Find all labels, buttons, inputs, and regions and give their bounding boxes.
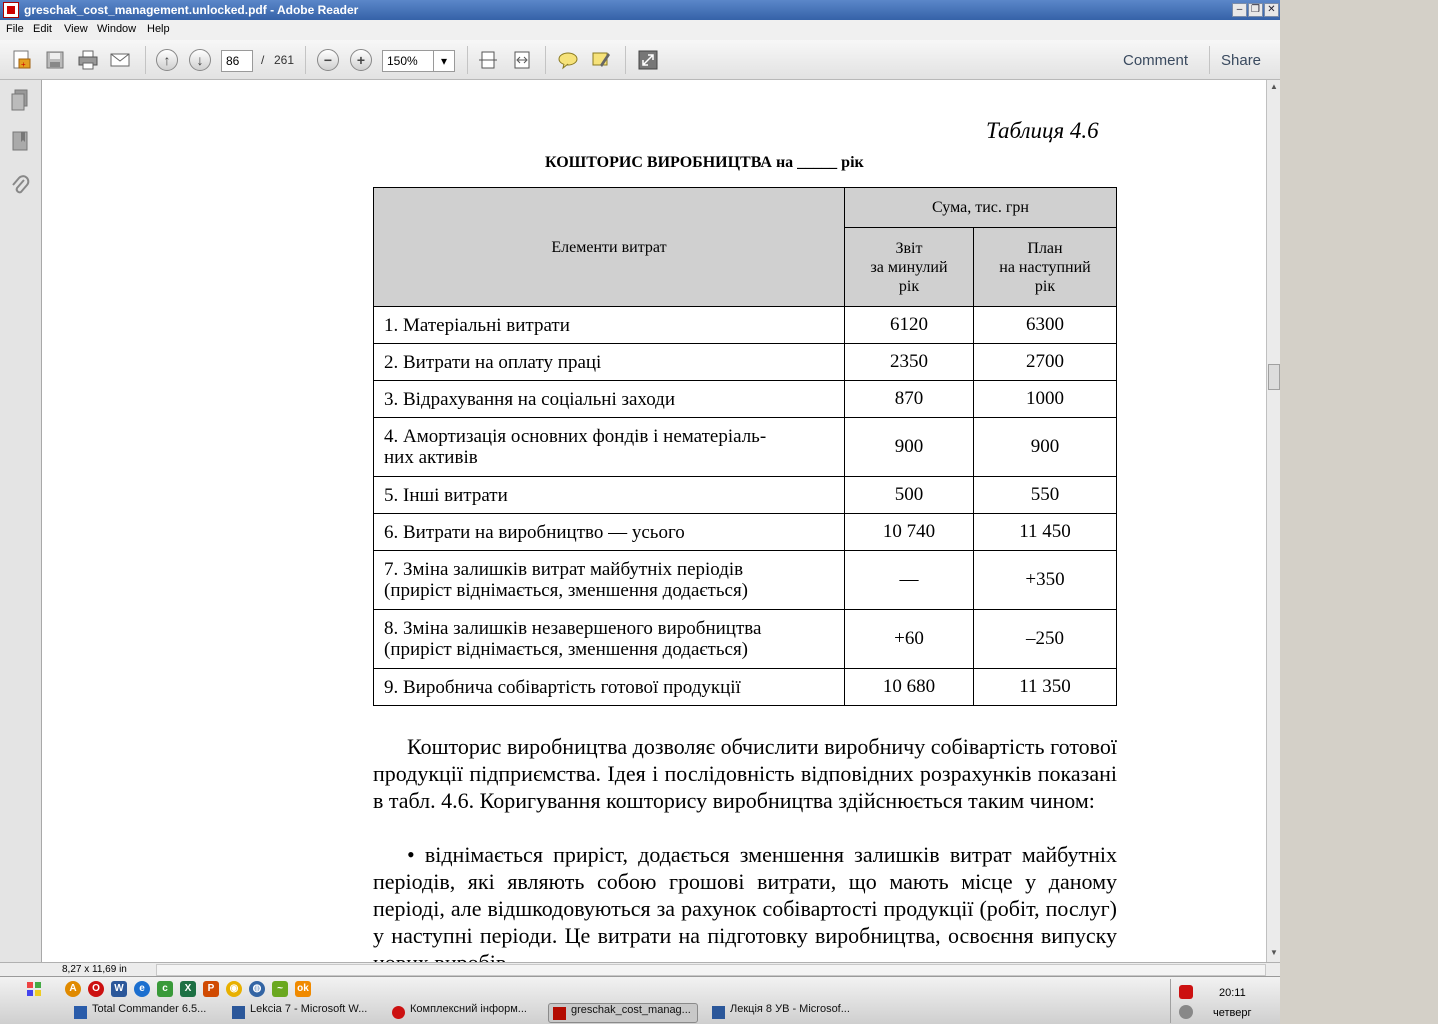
quicklaunch-excel-icon[interactable]: X xyxy=(180,981,196,997)
row-label-line1: 7. Зміна залишків витрат майбутніх періодів xyxy=(384,559,744,580)
vertical-scrollbar[interactable] xyxy=(1266,80,1280,962)
row-label-line2: (приріст віднімається, зменшення додається) xyxy=(384,580,749,601)
row-report: 6120 xyxy=(845,307,974,344)
create-pdf-icon[interactable] xyxy=(10,49,34,71)
paragraph-2: • віднімається приріст, додається зменшення залишків витрат майбутніх періодів, які являють собою грошові витрати, що мають місце у даному періоді, але відшкодовуються за рахунок собівартості продукції (робіт, послуг) у наступні періоди. Це витрати на підготовку виробництва, освоєння випуску xyxy=(373,842,1117,948)
taskbar-item-total-commander[interactable] xyxy=(74,1003,224,1023)
zoom-out-button[interactable]: − xyxy=(317,49,339,71)
task-label: Комплексний інформ... xyxy=(410,1003,527,1015)
clock-time[interactable]: 20:11 xyxy=(1219,987,1246,999)
row-plan: 6300 xyxy=(974,307,1117,344)
header-report-line1: Звіт xyxy=(895,239,923,257)
row-label xyxy=(374,551,845,610)
window-title: greschak_cost_management.unlocked.pdf - Adobe Reader xyxy=(24,3,359,17)
minimize-button[interactable]: – xyxy=(1232,3,1247,17)
taskbar-item-word-lekcia7[interactable] xyxy=(232,1003,382,1023)
share-button[interactable]: Share xyxy=(1221,52,1262,69)
clock-day: четверг xyxy=(1213,1007,1252,1019)
quicklaunch-word-icon[interactable]: W xyxy=(111,981,127,997)
menu-edit[interactable]: Edit xyxy=(33,23,52,35)
tray-avira-icon[interactable] xyxy=(1179,985,1193,999)
row-plan: +350 xyxy=(974,551,1117,610)
scroll-up-arrow[interactable]: ▲ xyxy=(1270,82,1278,91)
header-report-line2: за минулий xyxy=(870,258,948,276)
quicklaunch-ie-icon[interactable]: e xyxy=(134,981,150,997)
row-label xyxy=(374,610,845,669)
close-button[interactable]: ✕ xyxy=(1264,3,1279,17)
title-bar xyxy=(0,0,1280,20)
sticky-note-icon[interactable] xyxy=(556,49,580,71)
scroll-down-arrow[interactable]: ▼ xyxy=(1270,948,1278,957)
adobe-reader-icon xyxy=(553,1007,566,1020)
task-label: Total Commander 6.5... xyxy=(92,1003,207,1015)
taskbar xyxy=(0,976,1280,1024)
quicklaunch-avast-icon[interactable]: A xyxy=(65,981,81,997)
table-caption: Таблиця 4.6 xyxy=(986,118,1099,143)
toolbar xyxy=(0,40,1280,80)
page-separator: / xyxy=(261,53,265,67)
pdf-page xyxy=(42,80,1266,962)
row-label: 2. Витрати на оплату праці xyxy=(374,344,845,381)
fit-page-icon[interactable] xyxy=(476,49,500,71)
header-plan xyxy=(974,228,1117,307)
row-report: 10 680 xyxy=(845,669,974,706)
system-tray xyxy=(1170,979,1278,1023)
cost-table xyxy=(373,187,1117,706)
quicklaunch-odnoklassniki-icon[interactable]: ok xyxy=(295,981,311,997)
row-label: 9. Виробнича собівартість готової продукції xyxy=(374,669,845,706)
zoom-in-button[interactable]: + xyxy=(350,49,372,71)
row-label: 1. Матеріальні витрати xyxy=(374,307,845,344)
tray-volume-icon[interactable] xyxy=(1179,1005,1193,1019)
taskbar-item-word-lekcia8[interactable] xyxy=(712,1003,862,1023)
page-thumbnails-icon[interactable] xyxy=(9,88,31,112)
highlight-icon[interactable] xyxy=(589,49,613,71)
row-label-line1: 8. Зміна залишків незавершеного виробництва xyxy=(384,618,762,639)
row-label xyxy=(374,418,845,477)
table-row xyxy=(374,477,1117,514)
menu-window[interactable]: Window xyxy=(97,23,137,35)
row-plan: 550 xyxy=(974,477,1117,514)
quicklaunch-chat-icon[interactable]: c xyxy=(157,981,173,997)
row-label-line1: 4. Амортизація основних фондів і нематеріаль- xyxy=(384,426,767,447)
row-label: 5. Інші витрати xyxy=(374,477,845,514)
quicklaunch-opera-icon[interactable]: O xyxy=(88,981,104,997)
row-plan: –250 xyxy=(974,610,1117,669)
zoom-input[interactable] xyxy=(382,50,434,72)
adobe-reader-icon xyxy=(3,2,19,18)
row-label: 6. Витрати на виробництво — усього xyxy=(374,514,845,551)
menu-file[interactable]: File xyxy=(6,23,24,35)
row-plan: 11 450 xyxy=(974,514,1117,551)
header-sum: Сума, тис. грн xyxy=(845,188,1117,228)
scroll-thumb[interactable] xyxy=(1268,364,1280,390)
table-row xyxy=(374,610,1117,669)
page-total: 261 xyxy=(274,53,295,67)
taskbar-item-adobe-reader[interactable] xyxy=(548,1003,698,1023)
header-plan-line2: на наступний xyxy=(999,258,1091,276)
attachments-icon[interactable] xyxy=(9,174,31,198)
header-report xyxy=(845,228,974,307)
page-number-input[interactable] xyxy=(221,50,253,72)
word-icon xyxy=(232,1006,245,1019)
email-icon[interactable] xyxy=(108,49,132,71)
horizontal-scrollbar[interactable] xyxy=(156,964,1266,976)
row-report: 500 xyxy=(845,477,974,514)
row-plan: 11 350 xyxy=(974,669,1117,706)
expand-icon[interactable] xyxy=(636,49,660,71)
next-page-button[interactable]: ↓ xyxy=(189,49,211,71)
table-row xyxy=(374,381,1117,418)
row-report: 870 xyxy=(845,381,974,418)
table-row xyxy=(374,514,1117,551)
comment-button[interactable]: Comment xyxy=(1123,52,1189,69)
taskbar-item-opera[interactable] xyxy=(392,1003,542,1023)
row-report: +60 xyxy=(845,610,974,669)
row-label: 3. Відрахування на соціальні заходи xyxy=(374,381,845,418)
status-bar xyxy=(0,962,1280,976)
print-icon[interactable] xyxy=(76,49,100,71)
row-plan: 1000 xyxy=(974,381,1117,418)
quicklaunch-powerpoint-icon[interactable]: P xyxy=(203,981,219,997)
row-report: 10 740 xyxy=(845,514,974,551)
menu-view[interactable]: View xyxy=(64,23,88,35)
table-row xyxy=(374,344,1117,381)
header-plan-line1: План xyxy=(1027,239,1063,257)
row-report: 900 xyxy=(845,418,974,477)
start-button[interactable] xyxy=(26,981,42,997)
quicklaunch-chrome-icon[interactable]: ◉ xyxy=(226,981,242,997)
page-size-label: 8,27 x 11,69 in xyxy=(62,964,127,975)
document-viewport[interactable] xyxy=(42,80,1266,962)
header-plan-line3: рік xyxy=(1034,277,1056,295)
previous-page-button[interactable]: ↑ xyxy=(156,49,178,71)
row-label-line2: (приріст віднімається, зменшення додається) xyxy=(384,639,749,660)
word-icon xyxy=(712,1006,725,1019)
bookmarks-icon[interactable] xyxy=(9,130,31,154)
row-label-line2: них активів xyxy=(384,447,478,468)
quicklaunch-app-icon[interactable]: ~ xyxy=(272,981,288,997)
svg-text:+: + xyxy=(21,60,26,69)
navigation-pane xyxy=(0,80,42,962)
table-title: КОШТОРИС ВИРОБНИЦТВА на _____ рік xyxy=(545,154,864,171)
header-report-line3: рік xyxy=(898,277,920,295)
opera-icon xyxy=(392,1006,405,1019)
task-label: Lekcia 7 - Microsoft W... xyxy=(250,1003,368,1015)
restore-button[interactable]: ❐ xyxy=(1248,3,1263,17)
header-elements: Елементи витрат xyxy=(374,188,845,307)
task-label: greschak_cost_manag... xyxy=(571,1004,691,1016)
row-report: 2350 xyxy=(845,344,974,381)
menu-bar xyxy=(0,20,1280,40)
zoom-dropdown-button[interactable]: ▾ xyxy=(433,50,455,72)
row-plan: 2700 xyxy=(974,344,1117,381)
quicklaunch-globe-icon[interactable]: ◍ xyxy=(249,981,265,997)
row-report: — xyxy=(845,551,974,610)
row-plan: 900 xyxy=(974,418,1117,477)
fit-width-icon[interactable] xyxy=(510,49,534,71)
table-row xyxy=(374,551,1117,610)
save-icon[interactable] xyxy=(43,49,67,71)
table-row xyxy=(374,307,1117,344)
table-row xyxy=(374,418,1117,477)
menu-help[interactable]: Help xyxy=(147,23,170,35)
total-commander-icon xyxy=(74,1006,87,1019)
task-label: Лекція 8 УВ - Microsof... xyxy=(730,1003,850,1015)
table-row xyxy=(374,669,1117,706)
paragraph-1: Кошторис виробництва дозволяє обчислити виробничу собівартість готової продукції підприємства. Ідея і послідовність відповідних розрахунків показані в табл. 4.6. Коригування кошторису виробництва здійснюється таким чином: xyxy=(373,734,1117,813)
